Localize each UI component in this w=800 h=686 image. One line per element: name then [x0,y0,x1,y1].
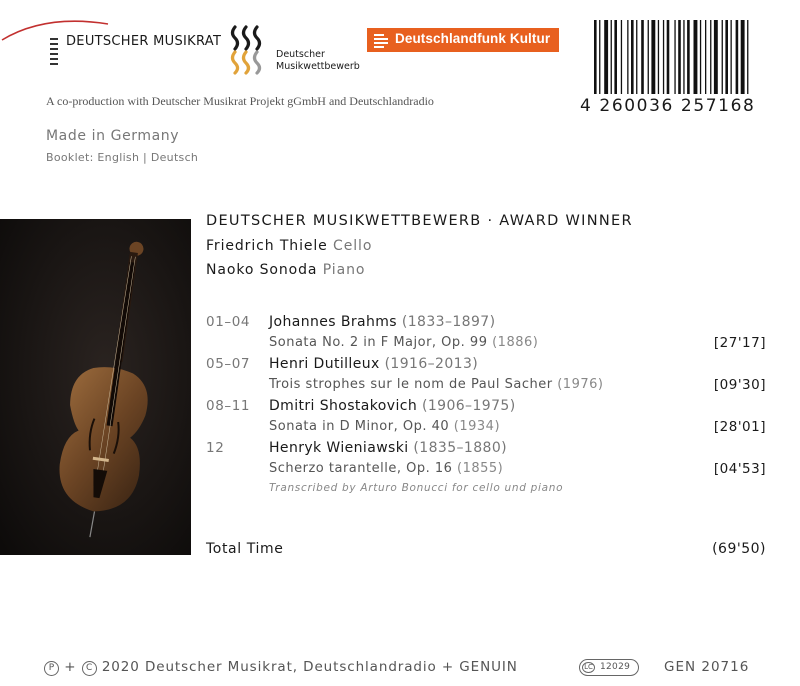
track-duration: [27'17] [713,335,766,351]
work-title: Trois strophes sur le nom de Paul Sacher (1976) [269,377,604,392]
work-title: Scherzo tarantelle, Op. 16 (1855) [269,461,504,476]
coproduction-note: A co-production with Deutscher Musikrat Projekt gGmbH and Deutschlandradio [46,94,434,108]
deutschlandfunk-name: Deutschlandfunk Kultur [395,31,551,46]
catalog-number: GEN 20716 [664,659,750,675]
composer: Johannes Brahms (1833–1897) [269,314,496,330]
barcode [580,20,760,116]
phonogram-icon: P [44,661,59,676]
work-title: Sonata No. 2 in F Major, Op. 99 (1886) [269,335,539,350]
barcode-number: 4 260036 257168 [580,96,756,116]
booklet-languages: Booklet: English | Deutsch [46,151,199,164]
deutscher-musikrat-logo [0,18,222,68]
total-time-value: (69'50) [712,541,766,557]
track-header-row [206,398,766,419]
deutschlandfunk-kultur-logo [367,28,559,52]
label-code-badge [579,659,639,676]
performer-cello [206,238,372,254]
musikwettbewerb-logo [228,24,358,76]
total-time-label: Total Time [206,541,284,557]
transcription-note: Transcribed by Arturo Bonucci for cello und piano [269,482,564,494]
track-number: 12 [206,440,225,456]
work-title: Sonata in D Minor, Op. 40 (1934) [269,419,501,434]
cello-photo [0,219,191,555]
composer: Henryk Wieniawski (1835–1880) [269,440,507,456]
copyright-line: P + C 2020 Deutscher Musikrat, Deutschlandradio + GENUIN [44,659,518,676]
track-work-row [206,335,766,356]
track-header-row [206,356,766,377]
performer-piano [206,262,365,278]
made-in-germany: Made in Germany [46,128,180,144]
deutschlandfunk-icon [373,32,389,48]
label-code-number: 12029 [600,662,631,672]
performer-role: Piano [322,262,366,278]
track-header-row [206,314,766,335]
musikwettbewerb-name: Deutscher Musikwettbewerb [276,49,360,72]
copyright-text: 2020 Deutscher Musikrat, Deutschlandradio + GENUIN [101,659,518,675]
track-number: 01–04 [206,314,251,330]
track-number: 05–07 [206,356,251,372]
musikwettbewerb-mark-icon [228,24,276,76]
track-work-row [206,377,766,398]
performer-name: Naoko Sonoda [206,262,318,278]
track-number: 08–11 [206,398,251,414]
performer-name: Friedrich Thiele [206,238,328,254]
track-header-row [206,440,766,461]
composer: Henri Dutilleux (1916–2013) [269,356,479,372]
musikrat-name: DEUTSCHER MUSIKRAT [66,34,222,49]
track-work-row [206,461,766,482]
musikrat-bars-icon [50,38,58,68]
track-duration: [09'30] [713,377,766,393]
track-list [206,314,766,498]
composer: Dmitri Shostakovich (1906–1975) [269,398,516,414]
track-duration: [04'53] [713,461,766,477]
copyright-icon: C [82,661,97,676]
award-heading: DEUTSCHER MUSIKWETTBEWERB · AWARD WINNER [206,213,633,229]
track-note-row [206,482,766,498]
track-duration: [28'01] [713,419,766,435]
performer-role: Cello [333,238,373,254]
label-code-icon: LC [582,662,595,673]
total-time-row [206,541,766,561]
barcode-bars-icon [580,20,760,94]
track-work-row [206,419,766,440]
